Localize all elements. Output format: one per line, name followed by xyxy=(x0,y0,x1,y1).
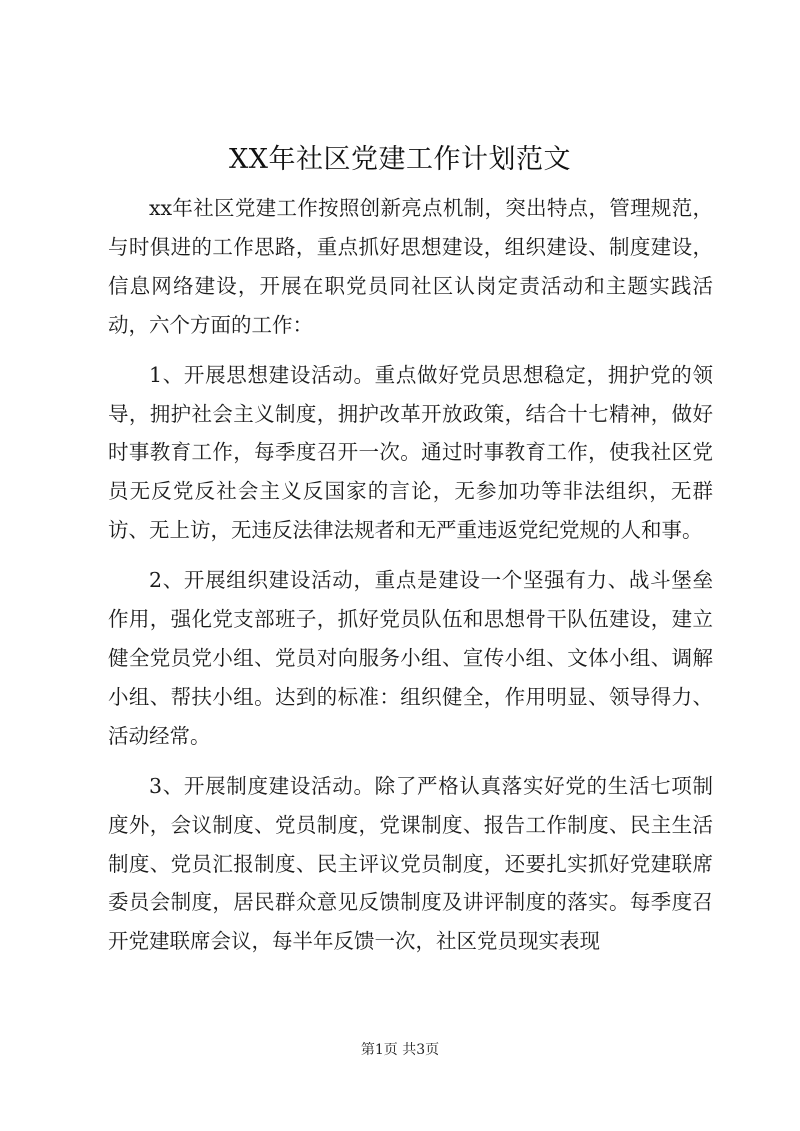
paragraph-system-building: 3、开展制度建设活动。除了严格认真落实好党的生活七项制度外，会议制度、党员制度，党课制度、报告工作制度、民主生活制度、党员汇报制度、民主评议党员制度，还要扎实抓好党建联席委员会制度，居民群众意见反馈制度及讲评制度的落实。每季度召开党建联席会议，每半年反馈一次，社区党员现实表现 xyxy=(108,773,713,954)
paragraph-organization-building: 2、开展组织建设活动，重点是建设一个坚强有力、战斗堡垒作用，强化党支部班子，抓好党员队伍和思想骨干队伍建设，建立健全党员党小组、党员对向服务小组、宣传小组、文体小组、调解小组、帮扶小组。达到的标准：组织健全，作用明显、领导得力、活动经常。 xyxy=(108,568,713,748)
page-footer: 第1页 共3页 xyxy=(360,1042,440,1058)
intro-paragraph: xx年社区党建工作按照创新亮点机制，突出特点，管理规范，与时俱进的工作思路，重点抓好思想建设，组织建设、制度建设，信息网络建设，开展在职党员同社区认岗定责活动和主题实践活动，六个方面的工作： xyxy=(108,196,713,337)
document-body xyxy=(108,189,713,961)
document-title: XX年社区党建工作计划范文 xyxy=(229,144,571,175)
paragraph-ideology-building: 1、开展思想建设活动。重点做好党员思想稳定，拥护党的领导，拥护社会主义制度，拥护改革开放政策，结合十七精神，做好时事教育工作，每季度召开一次。通过时事教育工作，使我社区党员无反党反社会主义反国家的言论，无参加功等非法组织，无群访、无上访，无违反法律法规者和无严重违返党纪党规的人和事。 xyxy=(108,362,713,543)
